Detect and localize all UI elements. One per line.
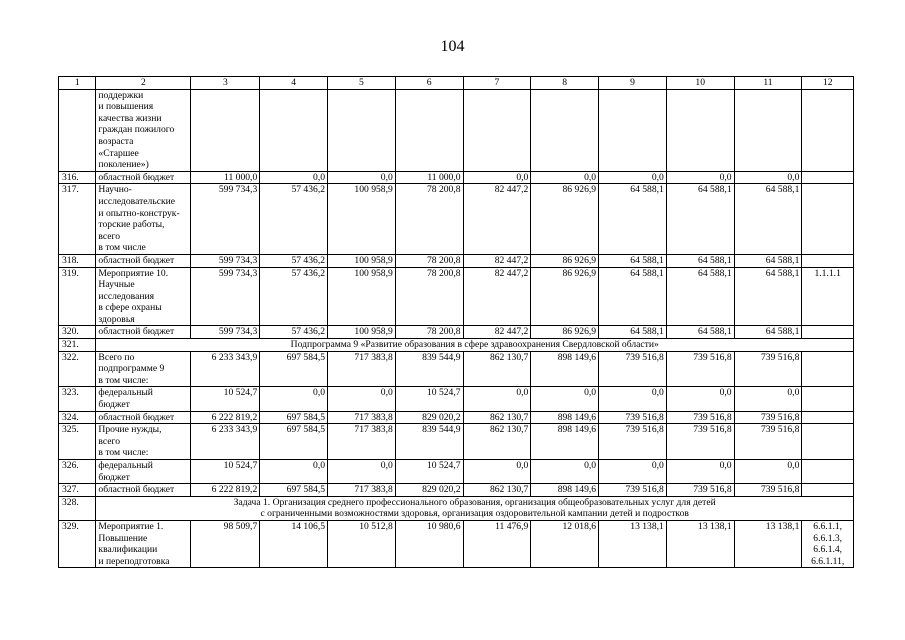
- value-cell: [191, 89, 260, 171]
- value-cell: 0,0: [666, 460, 734, 484]
- value-cell: 0,0: [463, 387, 531, 411]
- value-cell: 100 958,9: [328, 184, 396, 255]
- reference-cell: 1.1.1.1: [802, 267, 854, 326]
- value-cell: 100 958,9: [328, 254, 396, 267]
- value-cell: 839 544,9: [395, 424, 463, 460]
- table-row: [59, 267, 854, 326]
- header-cell: 1: [59, 77, 96, 90]
- table-row: [59, 520, 854, 567]
- value-cell: 0,0: [463, 171, 531, 184]
- value-cell: 78 200,8: [395, 267, 463, 326]
- value-cell: 57 436,2: [260, 267, 328, 326]
- row-label-cell: областной бюджет: [96, 484, 191, 497]
- value-cell: 78 200,8: [395, 254, 463, 267]
- value-cell: 739 516,8: [599, 351, 667, 387]
- value-cell: 78 200,8: [395, 326, 463, 339]
- row-label-cell: областной бюджет: [96, 326, 191, 339]
- table-row: [59, 411, 854, 424]
- row-number-cell: 326.: [59, 460, 96, 484]
- value-cell: 100 958,9: [328, 267, 396, 326]
- value-cell: 86 926,9: [531, 326, 599, 339]
- value-cell: 10 512,8: [328, 520, 396, 567]
- value-cell: 739 516,8: [599, 424, 667, 460]
- value-cell: 697 584,5: [260, 351, 328, 387]
- value-cell: 739 516,8: [666, 424, 734, 460]
- value-cell: 64 588,1: [734, 254, 802, 267]
- value-cell: 0,0: [531, 460, 599, 484]
- table-row: [59, 89, 854, 171]
- value-cell: 0,0: [666, 387, 734, 411]
- table-row: [59, 460, 854, 484]
- value-cell: 739 516,8: [599, 411, 667, 424]
- row-label-cell: областной бюджет: [96, 171, 191, 184]
- value-cell: 86 926,9: [531, 254, 599, 267]
- row-label-cell: Прочие нужды, всего в том числе:: [96, 424, 191, 460]
- value-cell: 862 130,7: [463, 484, 531, 497]
- value-cell: 0,0: [599, 171, 667, 184]
- value-cell: 0,0: [328, 460, 396, 484]
- value-cell: 11 000,0: [191, 171, 260, 184]
- value-cell: 898 149,6: [531, 351, 599, 387]
- value-cell: 0,0: [734, 387, 802, 411]
- value-cell: 12 018,6: [531, 520, 599, 567]
- value-cell: 57 436,2: [260, 326, 328, 339]
- value-cell: 64 588,1: [599, 326, 667, 339]
- value-cell: 0,0: [463, 460, 531, 484]
- value-cell: 829 020,2: [395, 411, 463, 424]
- value-cell: [260, 89, 328, 171]
- table-row: [59, 171, 854, 184]
- value-cell: 10 524,7: [191, 387, 260, 411]
- value-cell: 64 588,1: [599, 254, 667, 267]
- value-cell: 64 588,1: [666, 267, 734, 326]
- value-cell: 64 588,1: [599, 267, 667, 326]
- header-cell: 4: [260, 77, 328, 90]
- header-cell: 8: [531, 77, 599, 90]
- table-row: [59, 351, 854, 387]
- value-cell: 10 524,7: [395, 387, 463, 411]
- reference-cell: 6.6.1.1, 6.6.1.3, 6.6.1.4, 6.6.1.11,: [802, 520, 854, 567]
- row-label-cell: Мероприятие 10. Научные исследования в сфере охраны здоровья: [96, 267, 191, 326]
- value-cell: 0,0: [734, 171, 802, 184]
- value-cell: 82 447,2: [463, 254, 531, 267]
- value-cell: 739 516,8: [666, 484, 734, 497]
- value-cell: 697 584,5: [260, 484, 328, 497]
- reference-cell: [802, 484, 854, 497]
- row-number-cell: 327.: [59, 484, 96, 497]
- row-number-cell: 324.: [59, 411, 96, 424]
- value-cell: 82 447,2: [463, 184, 531, 255]
- row-label-cell: федеральный бюджет: [96, 460, 191, 484]
- value-cell: 14 106,5: [260, 520, 328, 567]
- value-cell: 898 149,6: [531, 424, 599, 460]
- row-number-cell: 316.: [59, 171, 96, 184]
- value-cell: 0,0: [734, 460, 802, 484]
- value-cell: 0,0: [260, 460, 328, 484]
- value-cell: 599 734,3: [191, 326, 260, 339]
- value-cell: 6 222 819,2: [191, 411, 260, 424]
- row-number-cell: 320.: [59, 326, 96, 339]
- row-number-cell: [59, 89, 96, 171]
- value-cell: 64 588,1: [666, 184, 734, 255]
- reference-cell: [802, 460, 854, 484]
- value-cell: 6 233 343,9: [191, 351, 260, 387]
- value-cell: 64 588,1: [666, 254, 734, 267]
- value-cell: 0,0: [531, 387, 599, 411]
- value-cell: 0,0: [599, 387, 667, 411]
- row-number-cell: 328.: [59, 496, 96, 520]
- value-cell: 0,0: [260, 387, 328, 411]
- value-cell: 898 149,6: [531, 484, 599, 497]
- header-cell: 5: [328, 77, 396, 90]
- section-row: [59, 496, 854, 520]
- value-cell: 100 958,9: [328, 326, 396, 339]
- header-cell: 10: [666, 77, 734, 90]
- table-row: [59, 484, 854, 497]
- value-cell: 82 447,2: [463, 267, 531, 326]
- table-row: [59, 424, 854, 460]
- section-row: [59, 339, 854, 352]
- row-number-cell: 321.: [59, 339, 96, 352]
- value-cell: 739 516,8: [734, 411, 802, 424]
- value-cell: 64 588,1: [734, 184, 802, 255]
- value-cell: [734, 89, 802, 171]
- row-label-cell: Мероприятие 1. Повышение квалификации и переподготовка: [96, 520, 191, 567]
- value-cell: 0,0: [260, 171, 328, 184]
- value-cell: 862 130,7: [463, 411, 531, 424]
- row-label-cell: поддержки и повышения качества жизни граждан пожилого возраста «Старшее поколение»): [96, 89, 191, 171]
- reference-cell: [802, 184, 854, 255]
- page-number: 104: [440, 38, 465, 55]
- row-number-cell: 319.: [59, 267, 96, 326]
- value-cell: 64 588,1: [666, 326, 734, 339]
- value-cell: 64 588,1: [734, 267, 802, 326]
- reference-cell: [802, 89, 854, 171]
- value-cell: 6 233 343,9: [191, 424, 260, 460]
- row-number-cell: 317.: [59, 184, 96, 255]
- value-cell: 86 926,9: [531, 184, 599, 255]
- value-cell: 717 383,8: [328, 411, 396, 424]
- value-cell: 717 383,8: [328, 484, 396, 497]
- value-cell: 599 734,3: [191, 267, 260, 326]
- value-cell: 839 544,9: [395, 351, 463, 387]
- header-cell: 7: [463, 77, 531, 90]
- row-number-cell: 323.: [59, 387, 96, 411]
- table-row: [59, 387, 854, 411]
- value-cell: 10 980,6: [395, 520, 463, 567]
- value-cell: 6 222 819,2: [191, 484, 260, 497]
- header-cell: 2: [96, 77, 191, 90]
- row-label-cell: Всего по подпрограмме 9 в том числе:: [96, 351, 191, 387]
- budget-table: [58, 76, 854, 568]
- value-cell: 11 000,0: [395, 171, 463, 184]
- value-cell: 739 516,8: [666, 411, 734, 424]
- value-cell: 599 734,3: [191, 184, 260, 255]
- value-cell: 739 516,8: [734, 424, 802, 460]
- table-row: [59, 184, 854, 255]
- section-title-cell: Подпрограмма 9 «Развитие образования в сфере здравоохранения Свердловской области»: [96, 339, 854, 352]
- row-number-cell: 322.: [59, 351, 96, 387]
- reference-cell: [802, 171, 854, 184]
- row-number-cell: 329.: [59, 520, 96, 567]
- value-cell: 829 020,2: [395, 484, 463, 497]
- value-cell: 717 383,8: [328, 424, 396, 460]
- value-cell: 697 584,5: [260, 411, 328, 424]
- value-cell: 10 524,7: [395, 460, 463, 484]
- value-cell: 862 130,7: [463, 424, 531, 460]
- reference-cell: [802, 424, 854, 460]
- value-cell: 0,0: [328, 387, 396, 411]
- value-cell: 739 516,8: [734, 351, 802, 387]
- value-cell: 739 516,8: [599, 484, 667, 497]
- value-cell: 64 588,1: [734, 326, 802, 339]
- value-cell: [666, 89, 734, 171]
- reference-cell: [802, 326, 854, 339]
- header-cell: 12: [802, 77, 854, 90]
- header-cell: 11: [734, 77, 802, 90]
- value-cell: 717 383,8: [328, 351, 396, 387]
- row-label-cell: областной бюджет: [96, 411, 191, 424]
- value-cell: 10 524,7: [191, 460, 260, 484]
- value-cell: [531, 89, 599, 171]
- row-label-cell: федеральный бюджет: [96, 387, 191, 411]
- reference-cell: [802, 351, 854, 387]
- row-number-cell: 325.: [59, 424, 96, 460]
- value-cell: 86 926,9: [531, 267, 599, 326]
- reference-cell: [802, 254, 854, 267]
- value-cell: 0,0: [531, 171, 599, 184]
- value-cell: 57 436,2: [260, 184, 328, 255]
- value-cell: 898 149,6: [531, 411, 599, 424]
- value-cell: 57 436,2: [260, 254, 328, 267]
- value-cell: 13 138,1: [599, 520, 667, 567]
- value-cell: 862 130,7: [463, 351, 531, 387]
- value-cell: [395, 89, 463, 171]
- value-cell: 13 138,1: [666, 520, 734, 567]
- reference-cell: [802, 387, 854, 411]
- value-cell: [328, 89, 396, 171]
- header-cell: 9: [599, 77, 667, 90]
- value-cell: 0,0: [328, 171, 396, 184]
- value-cell: 13 138,1: [734, 520, 802, 567]
- section-title-cell: Задача 1. Организация среднего профессионального образования, организация общеобразовательных услуг для детей с ограниченными возможностями здоровья, организация оздоровительной кампании детей и подростков: [96, 496, 854, 520]
- value-cell: 0,0: [666, 171, 734, 184]
- table-row: [59, 326, 854, 339]
- value-cell: 11 476,9: [463, 520, 531, 567]
- value-cell: 599 734,3: [191, 254, 260, 267]
- header-cell: 6: [395, 77, 463, 90]
- row-number-cell: 318.: [59, 254, 96, 267]
- value-cell: 697 584,5: [260, 424, 328, 460]
- row-label-cell: Научно- исследовательские и опытно-конструк- торские работы, всего в том числе: [96, 184, 191, 255]
- header-cell: 3: [191, 77, 260, 90]
- value-cell: 78 200,8: [395, 184, 463, 255]
- table-row: [59, 254, 854, 267]
- value-cell: [463, 89, 531, 171]
- value-cell: 739 516,8: [666, 351, 734, 387]
- row-label-cell: областной бюджет: [96, 254, 191, 267]
- value-cell: 0,0: [599, 460, 667, 484]
- value-cell: 82 447,2: [463, 326, 531, 339]
- value-cell: 64 588,1: [599, 184, 667, 255]
- table-body: [59, 89, 854, 568]
- value-cell: [599, 89, 667, 171]
- value-cell: 739 516,8: [734, 484, 802, 497]
- reference-cell: [802, 411, 854, 424]
- value-cell: 98 509,7: [191, 520, 260, 567]
- header-row: [59, 77, 854, 90]
